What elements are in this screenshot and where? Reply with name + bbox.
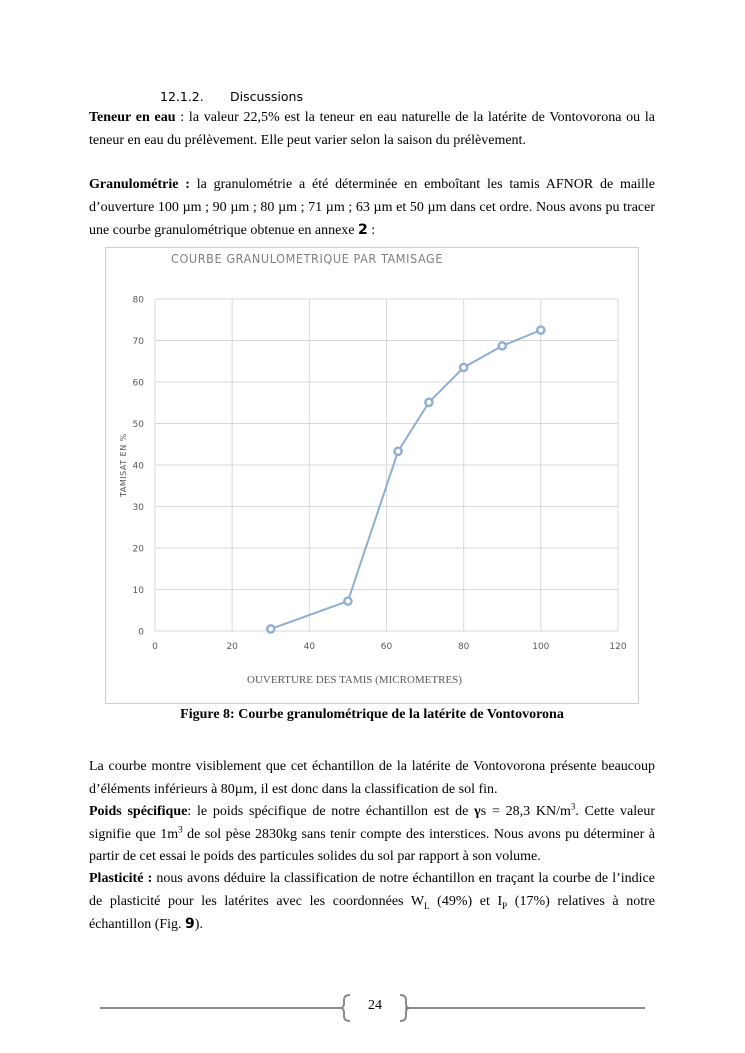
x-tick-label: 40 xyxy=(303,642,316,652)
sup-2: 3 xyxy=(178,823,183,834)
data-point xyxy=(425,399,432,406)
data-point xyxy=(394,448,401,455)
y-tick-label: 60 xyxy=(132,378,144,389)
sub-p: P xyxy=(502,900,508,911)
text-poids-2: s = 28,3 KN/m xyxy=(480,804,571,819)
y-tick-label: 30 xyxy=(132,503,144,513)
y-tick-label: 50 xyxy=(132,420,144,430)
series-line xyxy=(271,330,541,629)
y-axis-label: TAMISAT EN % xyxy=(119,433,128,497)
text-poids-1: : le poids spécifique de notre échantillon est de xyxy=(187,804,475,819)
text-plast-3: (17%) relatives à notre échantillon (Fig. xyxy=(89,893,655,932)
label-plasticite: Plasticité : xyxy=(89,871,153,886)
y-tick-label: 70 xyxy=(132,337,144,347)
chart-title: COURBE GRANULOMETRIQUE PAR TAMISAGE xyxy=(171,251,444,266)
figure-caption: Figure 8: Courbe granulométrique de la latérite de Vontovorona xyxy=(180,707,564,722)
x-tick-label: 60 xyxy=(380,642,393,652)
section-number: 12.1.2. xyxy=(160,89,204,104)
granulometric-chart xyxy=(106,248,638,703)
data-point xyxy=(344,598,351,605)
x-tick-label: 80 xyxy=(457,642,470,652)
page-footer xyxy=(100,992,645,1022)
sup-1: 3 xyxy=(570,801,576,812)
y-tick-label: 20 xyxy=(132,544,144,555)
chart-frame xyxy=(105,247,639,704)
x-tick-label: 0 xyxy=(152,642,158,652)
text-plast-1: nous avons déduire la classification de notre échantillon en traçant la courbe de l’indice de plasticité pour les latérites avec les coordonnées W xyxy=(89,871,655,909)
paragraph-conclusion: La courbe montre visiblement que cet échantillon de la latérite de Vontovorona présente beaucoup d’éléments inférieurs à 80µm, il est donc dans la classification de sol fin. xyxy=(89,759,655,797)
x-tick-label: 100 xyxy=(532,642,550,652)
sub-l: L xyxy=(424,900,430,911)
text-plast-4: ). xyxy=(194,917,203,932)
section-title: Discussions xyxy=(230,89,303,104)
y-tick-label: 10 xyxy=(132,586,144,596)
text-end: : xyxy=(367,223,376,238)
data-point xyxy=(460,364,467,371)
label-granulometrie: Granulométrie : xyxy=(89,177,190,192)
text-granulometrie: la granulométrie a été déterminée en emboîtant les tamis AFNOR de maille d’ouverture 100 µm ; 90 µm ; 80 µm ; 71 µm ; 63 µm et 50 µm dans cet ordre. Nous avons pu tracer une courbe granulométrique obtenue en annexe xyxy=(89,177,655,238)
x-tick-label: 120 xyxy=(609,642,627,652)
text-poids-4: de sol pèse 2830kg sans tenir compte des interstices. Nous avons pu déterminer à partir de cet essai le poids des particules solides du sol par rapport à son volume. xyxy=(89,826,655,864)
paragraph-teneur xyxy=(89,107,655,152)
page-number: 24 xyxy=(368,998,382,1013)
y-tick-label: 0 xyxy=(138,627,144,638)
section-heading xyxy=(160,89,303,104)
paragraph-plasticite xyxy=(89,868,655,937)
fig-ref: 9 xyxy=(185,916,195,932)
paragraph-poids xyxy=(89,801,655,869)
text-teneur: : la valeur 22,5% est la teneur en eau naturelle de la latérite de Vontovorona ou la teneur en eau du prélèvement. Elle peut varier selon la saison du prélèvement. xyxy=(89,110,656,148)
text-poids-3: . Cette valeur signifie que 1m xyxy=(89,804,655,842)
x-axis-label: OUVERTURE DES TAMIS (MICROMETRES) xyxy=(247,674,462,686)
y-tick-label: 40 xyxy=(132,461,144,472)
text-plast-2: (49%) et I xyxy=(429,893,503,909)
gamma-symbol: γ xyxy=(474,804,481,819)
label-poids: Poids spécifique xyxy=(89,804,188,819)
footer-rule-right xyxy=(405,1007,645,1009)
annex-ref: 2 xyxy=(358,222,368,238)
y-tick-label: 80 xyxy=(132,295,144,306)
data-point xyxy=(267,625,274,632)
data-point xyxy=(537,327,544,334)
paragraph-granulometrie xyxy=(89,174,655,243)
label-teneur: Teneur en eau xyxy=(89,110,176,125)
x-tick-label: 20 xyxy=(226,642,238,652)
footer-rule-left xyxy=(100,1007,340,1009)
data-point xyxy=(499,342,506,349)
